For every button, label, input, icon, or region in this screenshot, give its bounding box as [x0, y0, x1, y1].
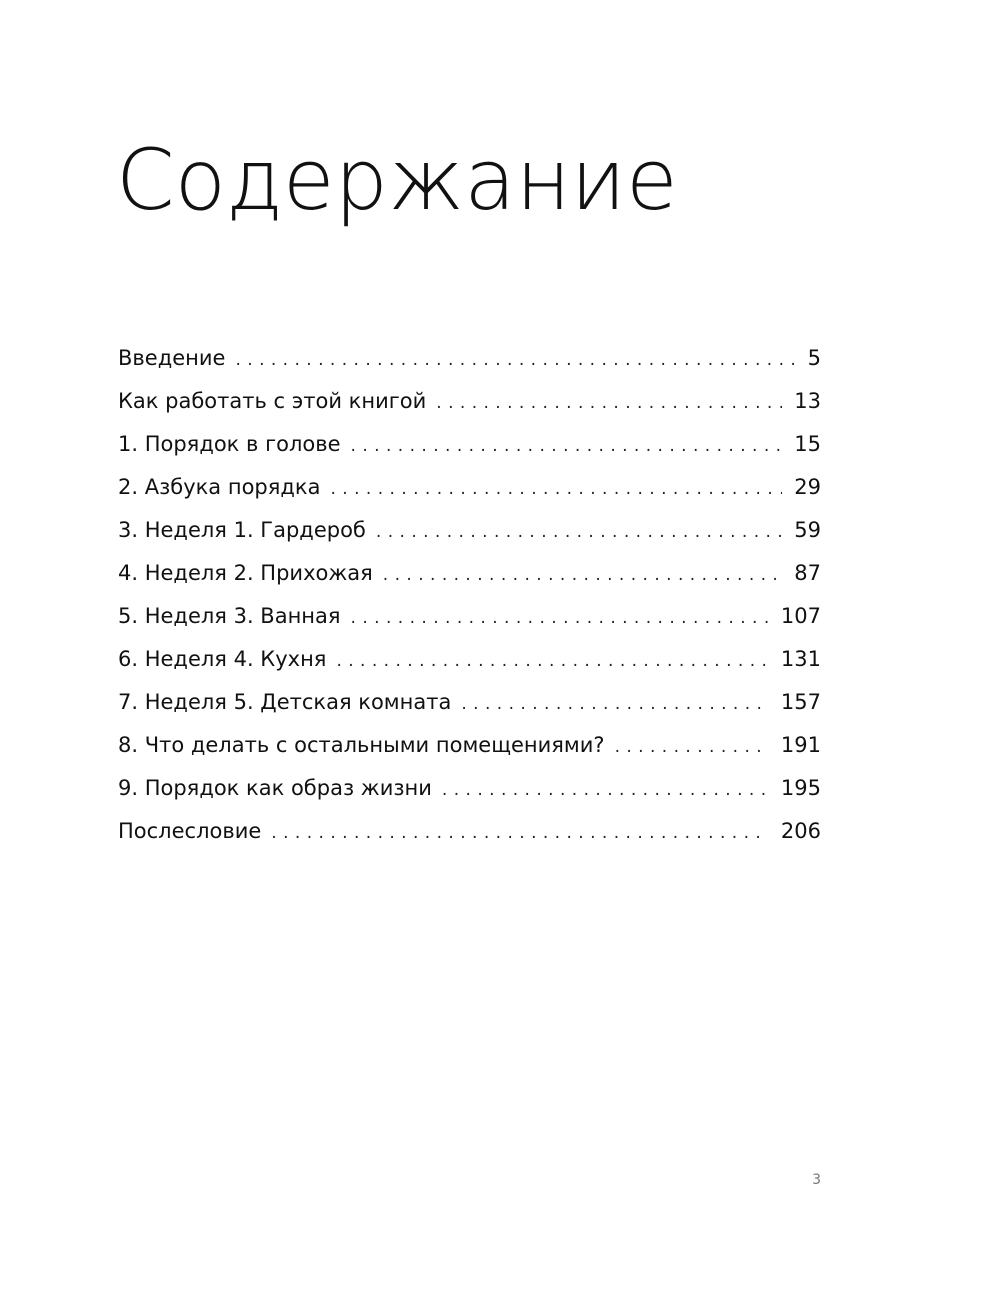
toc-entry-page: 191 [780, 733, 821, 757]
toc-entry-title: Введение [118, 346, 226, 370]
toc-entry [118, 724, 821, 767]
dot-leader [383, 554, 782, 597]
toc-entry-title: Как работать с этой книгой [118, 389, 427, 413]
dot-leader [351, 597, 769, 640]
dot-leader [235, 339, 795, 382]
toc-entry-title: 7. Неделя 5. Детская комната [118, 690, 452, 714]
toc-entry-title: 2. Азбука порядка [118, 475, 321, 499]
dot-leader [442, 769, 769, 812]
toc-entry-page: 87 [794, 561, 821, 585]
toc-entry [118, 638, 821, 681]
dot-leader [330, 468, 782, 511]
toc-entry-page: 5 [807, 346, 821, 370]
dot-leader [271, 812, 769, 855]
toc-entry-page: 195 [780, 776, 821, 800]
toc-entry [118, 423, 821, 466]
toc-entry-page: 59 [794, 518, 821, 542]
toc-entry [118, 767, 821, 810]
dot-leader [351, 425, 783, 468]
toc-entry [118, 337, 821, 380]
dot-leader [436, 382, 782, 425]
dot-leader [336, 640, 768, 683]
toc-entry [118, 552, 821, 595]
toc-entry-title: 9. Порядок как образ жизни [118, 776, 432, 800]
toc-entry [118, 681, 821, 724]
toc-entry-title: Послесловие [118, 819, 262, 843]
page-number: 3 [812, 1172, 821, 1188]
table-of-contents [118, 337, 821, 853]
toc-entry-title: 3. Неделя 1. Гардероб [118, 518, 366, 542]
toc-entry-title: 5. Неделя 3. Ванная [118, 604, 341, 628]
toc-entry-page: 131 [780, 647, 821, 671]
dot-leader [461, 683, 769, 726]
toc-entry-title: 8. Что делать с остальными помещениями? [118, 733, 605, 757]
toc-entry-page: 107 [780, 604, 821, 628]
dot-leader [376, 511, 782, 554]
toc-entry [118, 810, 821, 853]
toc-entry [118, 466, 821, 509]
toc-entry [118, 595, 821, 638]
toc-entry-title: 1. Порядок в голове [118, 432, 341, 456]
toc-entry-title: 6. Неделя 4. Кухня [118, 647, 327, 671]
toc-entry-page: 15 [794, 432, 821, 456]
page-title: Содержание [116, 131, 678, 229]
toc-entry-page: 29 [794, 475, 821, 499]
toc-entry-page: 13 [794, 389, 821, 413]
toc-entry [118, 509, 821, 552]
dot-leader [615, 726, 769, 769]
toc-entry-page: 206 [780, 819, 821, 843]
toc-entry-title: 4. Неделя 2. Прихожая [118, 561, 373, 585]
toc-entry [118, 380, 821, 423]
toc-entry-page: 157 [780, 690, 821, 714]
